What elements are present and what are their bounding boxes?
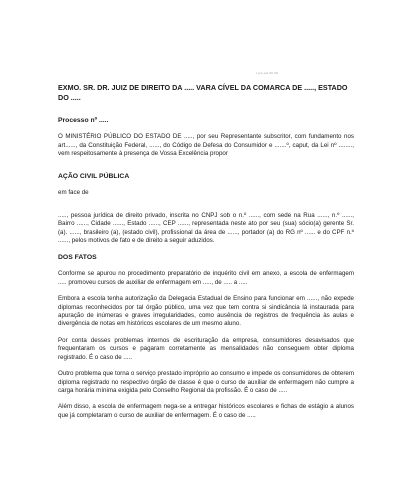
- facts-title: DOS FATOS: [58, 254, 97, 262]
- document-title: EXMO. SR. DR. JUIZ DE DIREITO DA ..... VARA CÍVEL DA COMARCA DE ....., ESTADO DO .....: [58, 83, 348, 102]
- facts-paragraph-3: Por conta desses problemas internos de escrituração da empresa, consumidores desavisados que frequentaram os cursos e pagaram corretamente as mensalidades não conseguem obter diploma registrado. É o caso de .....: [58, 336, 354, 361]
- facts-paragraph-4: Outro problema que torna o serviço prestado impróprio ao consumo e impede os consumidores de obterem diploma registrado no respectivo órgão de classe é que o curso de auxiliar de enfermagem não cumpre a carga horária mínima exigida pelo Conselho Regional da profissão. É o caso de .....: [58, 370, 354, 394]
- facts-paragraph-5: Além disso, a escola de enfermagem nega-se a entregar históricos escolares e fichas de estágio a alunos que já completaram o curso de auxiliar de enfermagem. É o caso de .....: [58, 403, 354, 419]
- action-title: AÇÃO CIVIL PÚBLICA: [58, 173, 130, 181]
- party-paragraph: ....., pessoa jurídica de direito privado, inscrita no CNPJ sob o n.º ......, com sede na Rua ......, n.º ......, Bairro ......, Cidade ......, Estado ......, CEP ......, representada neste ato por seu (sua) sócio(a) gerente Sr. (a). ......, brasileiro (a), (estado civil), profissional da área de ......, portador (a) do RG nº ...... e do CPF n.º ......, pelos motivos de fato e de direito a seguir aduzidos.: [58, 211, 354, 245]
- facts-paragraph-2: Embora a escola tenha autorização da Delegacia Estadual de Ensino para funcionar em ......, não expede diplomas reconhecidos por tal órgão público, uma vez que tem contra si sindicância lá instaurada para apuração de inúmeras e graves irregularidades, como ausência de registros de frequência às aulas e divergência de notas em históricos escolares de um mesmo aluno.: [58, 295, 354, 328]
- em-face-text: em face de: [58, 189, 89, 197]
- document-body: [58, 83, 354, 428]
- processo-heading: Processo nº .....: [58, 117, 109, 125]
- header-stamp: l.pro.jus 00.00: [256, 71, 278, 75]
- intro-paragraph: O MINISTÉRIO PÚBLICO DO ESTADO DE ....., por seu Representante subscritor, com fundamento nos art......, da Constituição Federal, ......, do Código de Defesa do Consumidor e .......º, caput, da Lei nº ........, vem respeitosamente à presença de Vossa Excelência propor: [58, 133, 354, 157]
- facts-paragraph-1: Conforme se apurou no procedimento preparatório de inquérito civil em anexo, a escola de enfermagem ..... promoveu cursos de auxiliar de enfermagem em ....., de ..... a .....: [58, 270, 354, 286]
